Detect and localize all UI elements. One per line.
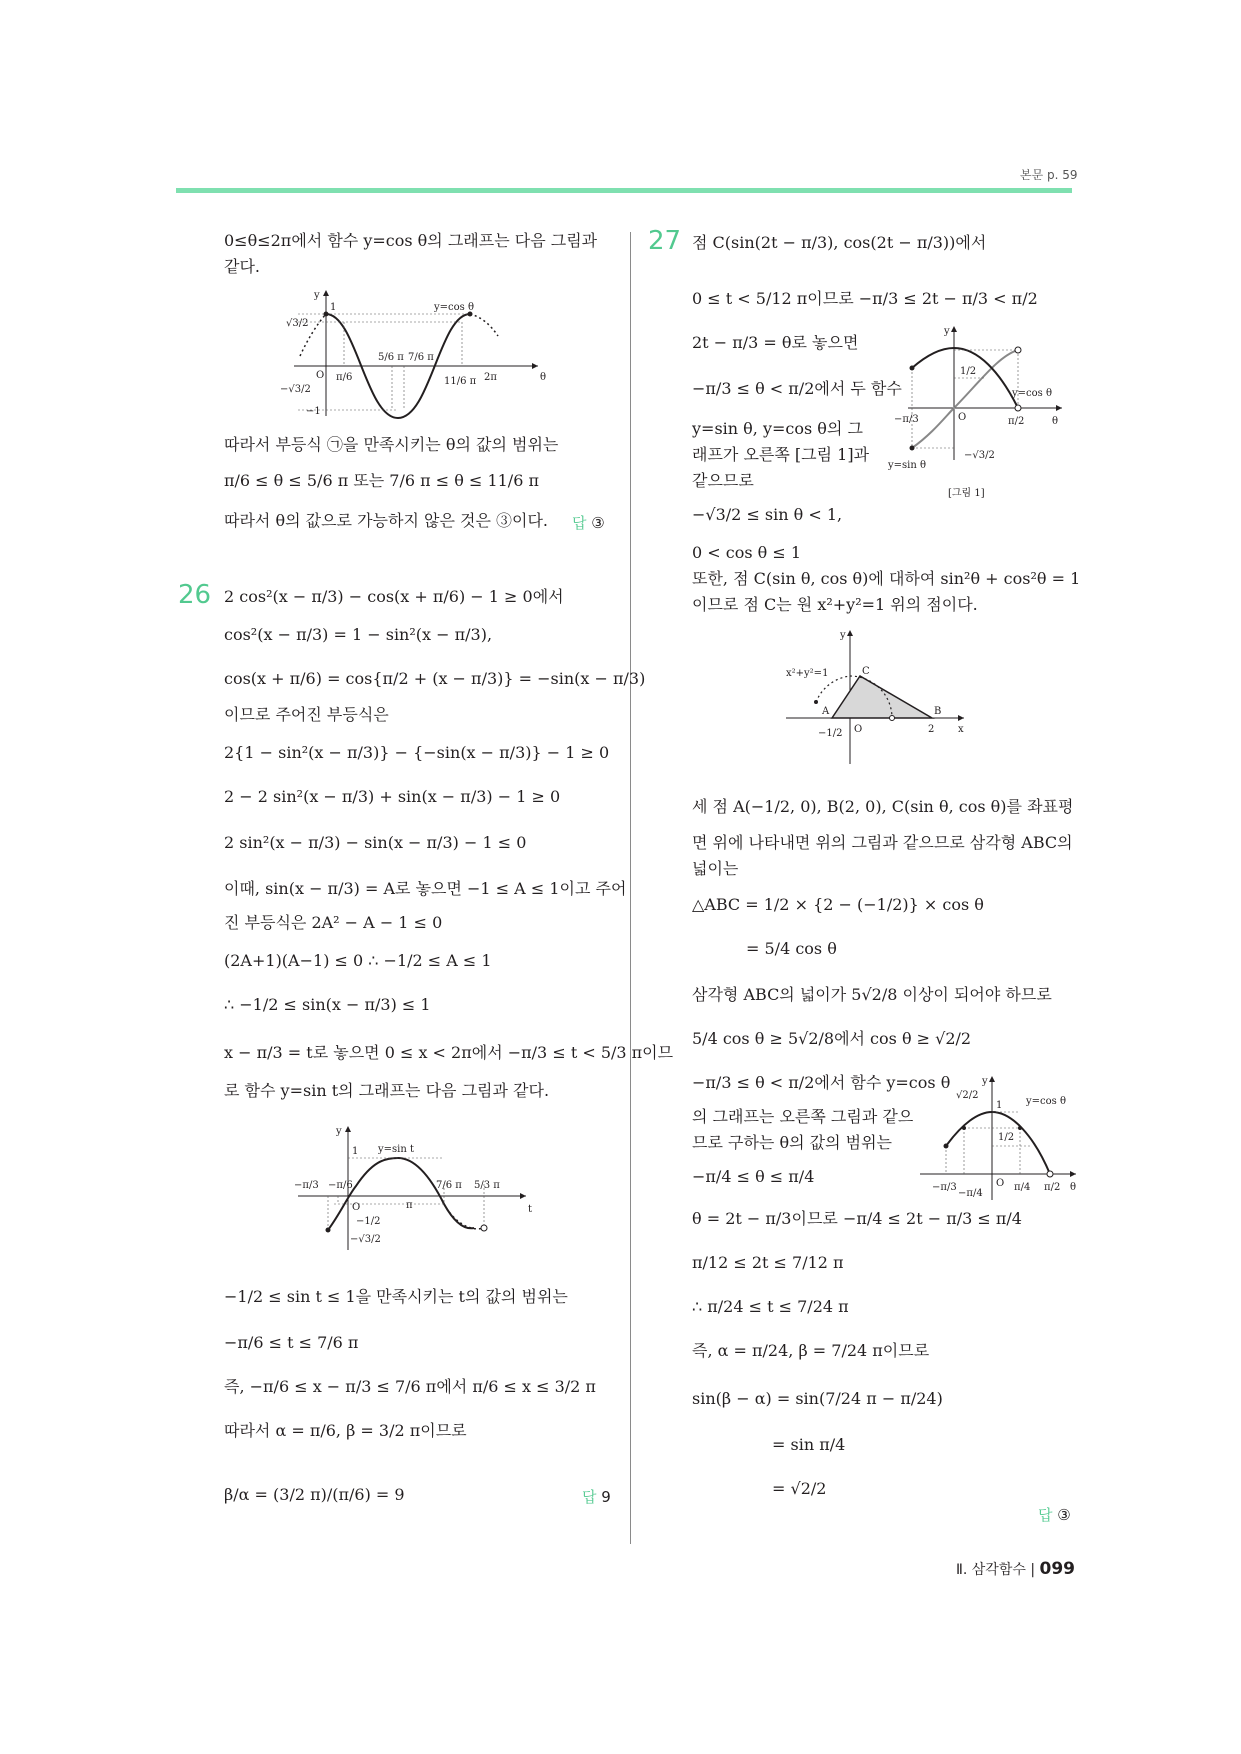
- axis-t-label: t: [528, 1204, 533, 1215]
- answer-value: 9: [601, 1488, 611, 1506]
- answer-label: 답: [1038, 1506, 1053, 1524]
- text-line: 로 함수 y=sin t의 그래프는 다음 그림과 같다.: [224, 1081, 550, 1100]
- point-b-label: B: [934, 706, 942, 717]
- text-line: = 5/4 cos θ: [746, 939, 837, 958]
- text-line: 0 ≤ t < 5/12 π이므로 −π/3 ≤ 2t − π/3 < π/2: [692, 289, 1038, 308]
- text-line: 이므로 주어진 부등식은: [224, 705, 389, 724]
- text-line: 점 C(sin(2t − π/3), cos(2t − π/3))에서: [692, 233, 987, 252]
- axis-y-label: y: [336, 1126, 342, 1137]
- text-line: 따라서 θ의 값으로 가능하지 않은 것은 ③이다.: [224, 511, 548, 530]
- text-line: 즉, α = π/24, β = 7/24 π이므로: [692, 1341, 930, 1360]
- answer-value: ③: [591, 514, 605, 532]
- text-line: 2t − π/3 = θ로 놓으면: [692, 333, 859, 352]
- problem-number: 26: [178, 580, 212, 610]
- tick-7pi6: 7/6 π: [436, 1180, 462, 1191]
- answer-label: 답: [582, 1488, 597, 1506]
- sin-curve-label: y=sin θ: [888, 460, 926, 471]
- text-line: cos²(x − π/3) = 1 − sin²(x − π/3),: [224, 625, 493, 644]
- tick-pi4: π/4: [1014, 1182, 1031, 1193]
- answer-label: 답: [572, 514, 587, 532]
- header-rule: [176, 188, 1072, 193]
- tick-one: 1: [330, 302, 337, 313]
- text-line: 같다.: [224, 257, 260, 276]
- cosine-restricted-figure: [916, 1074, 1082, 1204]
- answer-badge: [572, 512, 605, 533]
- text-line: 이때, sin(x − π/3) = A로 놓으면 −1 ≤ A ≤ 1이고 주어: [224, 879, 627, 898]
- tick-11pi6: 11/6 π: [444, 376, 477, 387]
- tick-pi: π: [406, 1200, 413, 1211]
- tick-neg-pi3: −π/3: [294, 1180, 319, 1191]
- text-line: 세 점 A(−1/2, 0), B(2, 0), C(sin θ, cos θ)를 좌표평: [692, 797, 1074, 816]
- point-a-label: A: [822, 706, 830, 717]
- figure-caption: [그림 1]: [948, 488, 985, 499]
- text-line: 2 cos²(x − π/3) − cos(x + π/6) − 1 ≥ 0에서: [224, 587, 564, 606]
- circle-label: x²+y²=1: [786, 668, 829, 679]
- text-line: 따라서 부등식 ㉠을 만족시키는 θ의 값의 범위는: [224, 435, 559, 454]
- text-line: ∴ −1/2 ≤ sin(x − π/3) ≤ 1: [224, 995, 431, 1014]
- text-line: β/α = (3/2 π)/(π/6) = 9: [224, 1485, 405, 1504]
- page-reference: 본문 p. 59: [1020, 168, 1078, 182]
- axis-y-label: y: [314, 290, 320, 301]
- text-line: y=sin θ, y=cos θ의 그: [692, 419, 863, 438]
- tick-neg-root3-half: −√3/2: [350, 1234, 381, 1245]
- text-line: −1/2 ≤ sin t ≤ 1을 만족시키는 t의 값의 범위는: [224, 1287, 568, 1306]
- text-line: ∴ π/24 ≤ t ≤ 7/24 π: [692, 1297, 849, 1316]
- tick-neg-pi3: −π/3: [932, 1182, 957, 1193]
- text-line: x − π/3 = t로 놓으면 0 ≤ x < 2π에서 −π/3 ≤ t < 5/3 π이므: [224, 1043, 674, 1062]
- text-line: −π/4 ≤ θ ≤ π/4: [692, 1167, 815, 1186]
- text-line: = sin π/4: [772, 1435, 846, 1454]
- tick-neg-root3-half: −√3/2: [280, 384, 311, 395]
- text-line: 므로 구하는 θ의 값의 범위는: [692, 1133, 892, 1152]
- text-line: −√3/2 ≤ sin θ < 1,: [692, 505, 843, 524]
- tick-neg-pi3: −π/3: [894, 414, 919, 425]
- point-c-label: C: [862, 666, 870, 677]
- page-footer: [956, 1559, 1075, 1579]
- tick-7pi6: 7/6 π: [408, 352, 434, 363]
- text-line: 즉, −π/6 ≤ x − π/3 ≤ 7/6 π에서 π/6 ≤ x ≤ 3/2 π: [224, 1377, 596, 1396]
- text-line: = √2/2: [772, 1479, 827, 1498]
- origin-label: O: [352, 1202, 361, 1213]
- axis-theta-label: θ: [1070, 1182, 1077, 1193]
- text-line: π/12 ≤ 2t ≤ 7/12 π: [692, 1253, 844, 1272]
- text-line: 2 sin²(x − π/3) − sin(x − π/3) − 1 ≤ 0: [224, 833, 527, 852]
- curve-label: y=cos θ: [434, 302, 474, 313]
- text-line: 0 < cos θ ≤ 1: [692, 543, 802, 562]
- origin-label: O: [996, 1178, 1005, 1189]
- text-line: π/6 ≤ θ ≤ 5/6 π 또는 7/6 π ≤ θ ≤ 11/6 π: [224, 471, 539, 490]
- tick-one: 1: [352, 1146, 359, 1157]
- triangle-figure: [782, 628, 972, 768]
- axis-x-label: x: [958, 724, 964, 735]
- text-line: 면 위에 나타내면 위의 그림과 같으므로 삼각형 ABC의: [692, 833, 1073, 852]
- sin-cos-graph-figure: [888, 324, 1078, 504]
- text-line: 래프가 오른쪽 [그림 1]과: [692, 445, 870, 464]
- tick-root2-half: √2/2: [956, 1090, 979, 1101]
- text-line: 0≤θ≤2π에서 함수 y=cos θ의 그래프는 다음 그림과: [224, 231, 598, 250]
- tick-root3-half: √3/2: [286, 318, 309, 329]
- tick-one: 1: [996, 1100, 1003, 1111]
- tick-neg-pi4: −π/4: [958, 1188, 983, 1199]
- tick-neg-one: −1: [306, 406, 321, 417]
- origin-label: O: [316, 370, 325, 381]
- tick-5pi3: 5/3 π: [474, 1180, 500, 1191]
- axis-y-label: y: [982, 1076, 988, 1087]
- text-line: 2 − 2 sin²(x − π/3) + sin(x − π/3) − 1 ≥ 0: [224, 787, 561, 806]
- text-line: 또한, 점 C(sin θ, cos θ)에 대하여 sin²θ + cos²θ = 1: [692, 569, 1081, 588]
- text-line: 삼각형 ABC의 넓이가 5√2/8 이상이 되어야 하므로: [692, 985, 1052, 1004]
- tick-2pi: 2π: [484, 372, 497, 383]
- tick-pi2: π/2: [1008, 416, 1025, 427]
- footer-section: Ⅱ. 삼각함수: [955, 1562, 1026, 1578]
- curve-label: y=cos θ: [1026, 1096, 1066, 1107]
- text-line: 따라서 α = π/6, β = 3/2 π이므로: [224, 1421, 467, 1440]
- text-line: 2{1 − sin²(x − π/3)} − {−sin(x − π/3)} − 1 ≥ 0: [224, 743, 610, 762]
- tick-neg-pi6: −π/6: [328, 1180, 353, 1191]
- text-line: 이므로 점 C는 원 x²+y²=1 위의 점이다.: [692, 595, 978, 614]
- text-line: cos(x + π/6) = cos{π/2 + (x − π/3)} = −sin(x − π/3): [224, 669, 646, 688]
- footer-separator: |: [1030, 1562, 1036, 1578]
- answer-badge: [1038, 1504, 1071, 1525]
- curve-label: y=sin t: [378, 1144, 414, 1155]
- cosine-graph-figure: [280, 288, 547, 418]
- problem-number: 27: [648, 226, 682, 256]
- tick-neg-half: −1/2: [818, 728, 843, 739]
- tick-neg-half: −1/2: [356, 1216, 381, 1227]
- tick-half: 1/2: [960, 366, 977, 377]
- text-line: (2A+1)(A−1) ≤ 0 ∴ −1/2 ≤ A ≤ 1: [224, 951, 492, 970]
- axis-theta-label: θ: [1052, 416, 1059, 427]
- origin-label: O: [854, 724, 863, 735]
- text-line: 5/4 cos θ ≥ 5√2/8에서 cos θ ≥ √2/2: [692, 1029, 972, 1048]
- text-line: 의 그래프는 오른쪽 그림과 같으: [692, 1107, 914, 1126]
- sine-graph-figure: [294, 1124, 534, 1254]
- tick-pi2: π/2: [1044, 1182, 1061, 1193]
- text-line: 넓이는: [692, 859, 739, 878]
- tick-5pi6: 5/6 π: [378, 352, 404, 363]
- tick-neg-root3-half: −√3/2: [964, 450, 995, 461]
- answer-badge: [582, 1486, 611, 1507]
- tick-two: 2: [928, 724, 935, 735]
- text-line: △ABC = 1/2 × {2 − (−1/2)} × cos θ: [692, 895, 984, 914]
- page-number: 099: [1039, 1559, 1075, 1579]
- axis-y-label: y: [840, 630, 846, 641]
- text-line: θ = 2t − π/3이므로 −π/4 ≤ 2t − π/3 ≤ π/4: [692, 1209, 1022, 1228]
- text-line: −π/3 ≤ θ < π/2에서 두 함수: [692, 379, 902, 398]
- answer-value: ③: [1057, 1506, 1071, 1524]
- axis-theta-label: θ: [540, 372, 547, 383]
- text-line: sin(β − α) = sin(7/24 π − π/24): [692, 1389, 943, 1408]
- axis-y-label: y: [944, 326, 950, 337]
- text-line: 같으므로: [692, 471, 754, 490]
- tick-pi6: π/6: [336, 372, 353, 383]
- origin-label: O: [958, 412, 967, 423]
- column-divider: [630, 232, 631, 1544]
- text-line: 진 부등식은 2A² − A − 1 ≤ 0: [224, 913, 443, 932]
- tick-half: 1/2: [998, 1132, 1015, 1143]
- text-line: −π/6 ≤ t ≤ 7/6 π: [224, 1333, 359, 1352]
- cos-curve-label: y=cos θ: [1012, 388, 1052, 399]
- text-line: −π/3 ≤ θ < π/2에서 함수 y=cos θ: [692, 1073, 951, 1092]
